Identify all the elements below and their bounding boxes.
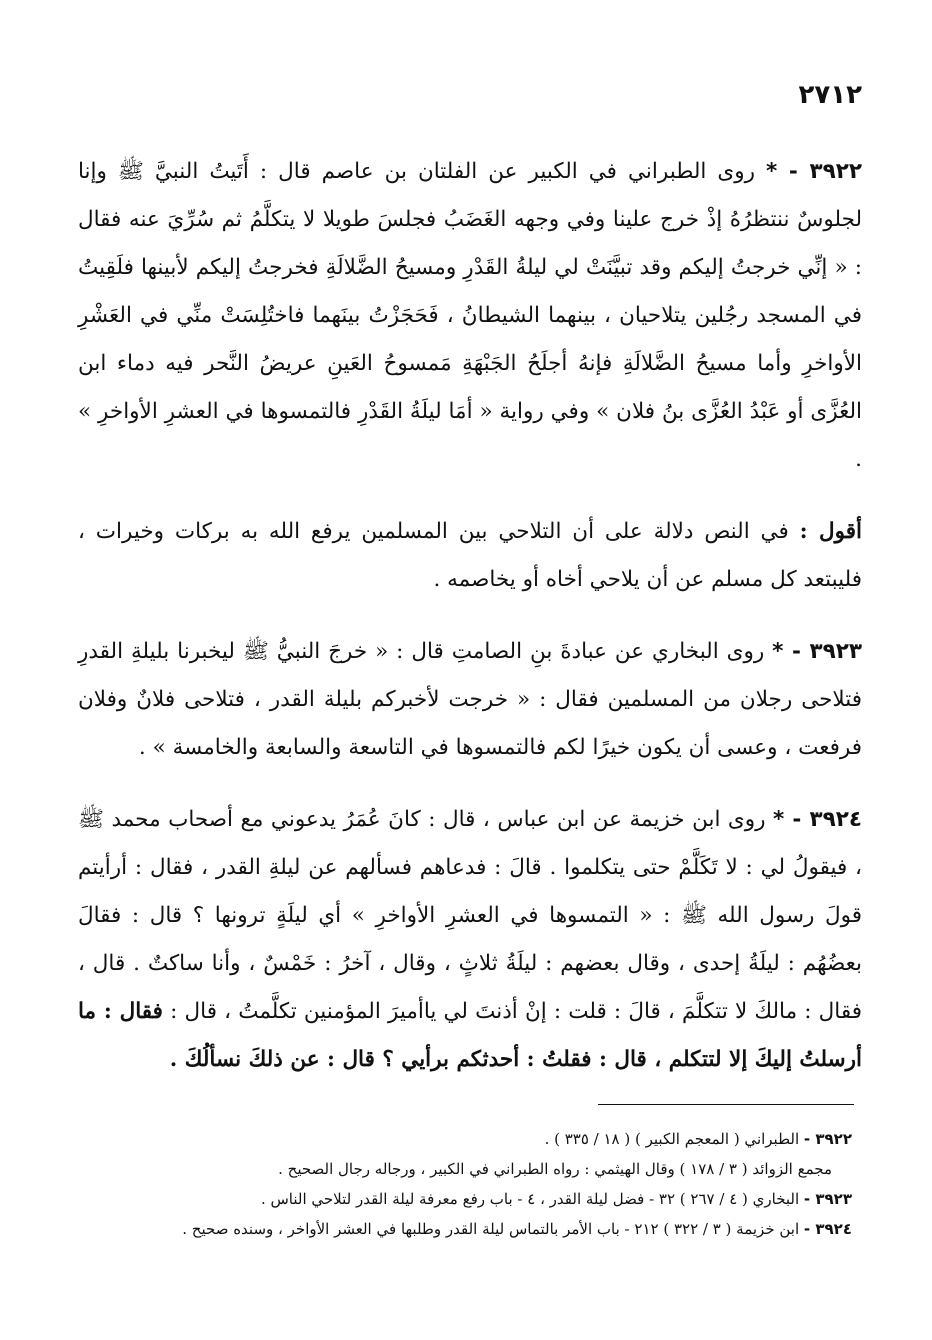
footnote-text: مجمع الزوائد ( ٣ / ١٧٨ ) وقال الهيثمي : رواه الطبراني في الكبير ، ورجاله رجال الصحيح .	[278, 1160, 832, 1178]
footnote-text: ابن خزيمة ( ٣ / ٣٢٢ ) ٢١٢ - باب الأمر بالتماس ليلة القدر وطلبها في العشر الأواخر ، وسنده صحيح .	[182, 1220, 800, 1238]
hadith-text: روى البخاري عن عبادةَ بنِ الصامتِ قال : « خرجَ النبيُّ ﷺ ليخبرنا بليلةِ القدرِ فتلاحى رجلان من المسلمين فقال : « خرجت لأخبركم بليلة القدر ، فتلاحى فلانٌ وفلان فرفعت ، وعسى أن يكون خيرًا لكم فالتمسوها في التاسعة والسابعة والخامسة » .	[78, 639, 862, 760]
hadith-number: ٣٩٢٣ - *	[772, 639, 862, 664]
commentary-text: في النص دلالة على أن التلاحي بين المسلمين يرفع الله به بركات وخيرات ، فليبتعد كل مسلم عن أن يلاحي أخاه أو يخاصمه .	[78, 519, 862, 592]
hadith-number: ٣٩٢٤ - *	[773, 807, 862, 832]
hadith-3922	[78, 148, 862, 484]
footnote-divider	[598, 1104, 854, 1105]
commentary	[78, 508, 862, 604]
footnote-text: البخاري ( ٤ / ٢٦٧ ) ٣٢ - فضل ليلة القدر ، ٤ - باب رفع معرفة ليلة القدر لتلاحي الناس .	[260, 1190, 800, 1208]
footnote-item	[80, 1124, 852, 1154]
commentary-label: أقول :	[799, 519, 862, 544]
footnotes	[80, 1124, 852, 1244]
main-text	[78, 148, 862, 1084]
footnote-number: ٣٩٢٢ -	[803, 1130, 852, 1148]
footnote-item	[80, 1154, 852, 1184]
footnote-number: ٣٩٢٣ -	[803, 1190, 852, 1208]
paragraph-gap	[78, 772, 862, 796]
hadith-text: روى الطبراني في الكبير عن الفلتان بن عاصم قال : أَتَيتُ النبيَّ ﷺ وإنا لجلوسٌ ننتظرُهُ إذْ خرج علينا وفي وجهه الغَضَبُ فجلسَ طويلا لا يتكلَّمُ ثم سُرِّيَ عنه فقال : « إنِّي خرجتُ إليكم وقد تبيَّنَتْ لي ليلةُ القَدْرِ ومسيحُ الضَّلالَةِ فخرجتُ إليكم لأبينها فلَقِيتُ في المسجد رجُلين يتلاحيان ، بينهما الشيطانُ ، فَحَجَزْتُ بينَهما فاختُلِسَتْ منِّي في العَشْرِ الأواخرِ وأما مسيحُ الضَّلالَةِ فإنهُ أجلَحُ الجَبْهَةِ مَمسوحُ العَينِ عريضُ النَّحر فيه دماء ابن العُزَّى أو عَبْدُ العُزَّى بنُ فلان » وفي رواية « أمَا ليلَةُ القَدْرِ فالتمسوها في العشرِ الأواخرِ » .	[78, 159, 862, 472]
footnote-text: الطبراني ( المعجم الكبير ) ( ١٨ / ٣٣٥ ) .	[544, 1130, 800, 1148]
footnote-number: ٣٩٢٤ -	[803, 1220, 852, 1238]
footnote-item	[80, 1184, 852, 1214]
hadith-number: ٣٩٢٢ - *	[765, 159, 862, 184]
hadith-text: روى ابن خزيمة عن ابن عباس ، قال : كانَ عُمَرُ يدعوني مع أصحاب محمد ﷺ ، فيقولُ لي : لا تَكَلَّمْ حتى يتكلموا . قالَ : فدعاهم فسألهم عن ليلةِ القدر ، فقال : أرأيتم قولَ رسول الله ﷺ : « التمسوها في العشرِ الأواخرِ » أي ليلَةٍ ترونها ؟ قال : فقالَ بعضُهُم : ليلَةُ إحدى ، وقال بعضهم : ليلَةُ ثلاثٍ ، وقال ، آخرُ : خَمْسٌ ، وأنا ساكتٌ . قال ، فقال : مالكَ لا تتكلَّمَ ، قالَ : قلت : إنْ أذنتَ لي ياأميرَ المؤمنين تكلَّمتُ ، قال :	[78, 807, 862, 1024]
hadith-3924	[78, 796, 862, 1084]
paragraph-gap	[78, 484, 862, 508]
paragraph-gap	[78, 604, 862, 628]
page-number: ٢٧١٢	[798, 80, 862, 110]
hadith-3923	[78, 628, 862, 772]
footnote-item	[80, 1214, 852, 1244]
hadith-bold-text: فقال : ما أرسلتُ إليكَ إلا لتتكلم ، قال : فقلتُ : أحدثكم برأيي ؟ قال : عن ذلكَ نسألُكَ .	[78, 999, 862, 1072]
